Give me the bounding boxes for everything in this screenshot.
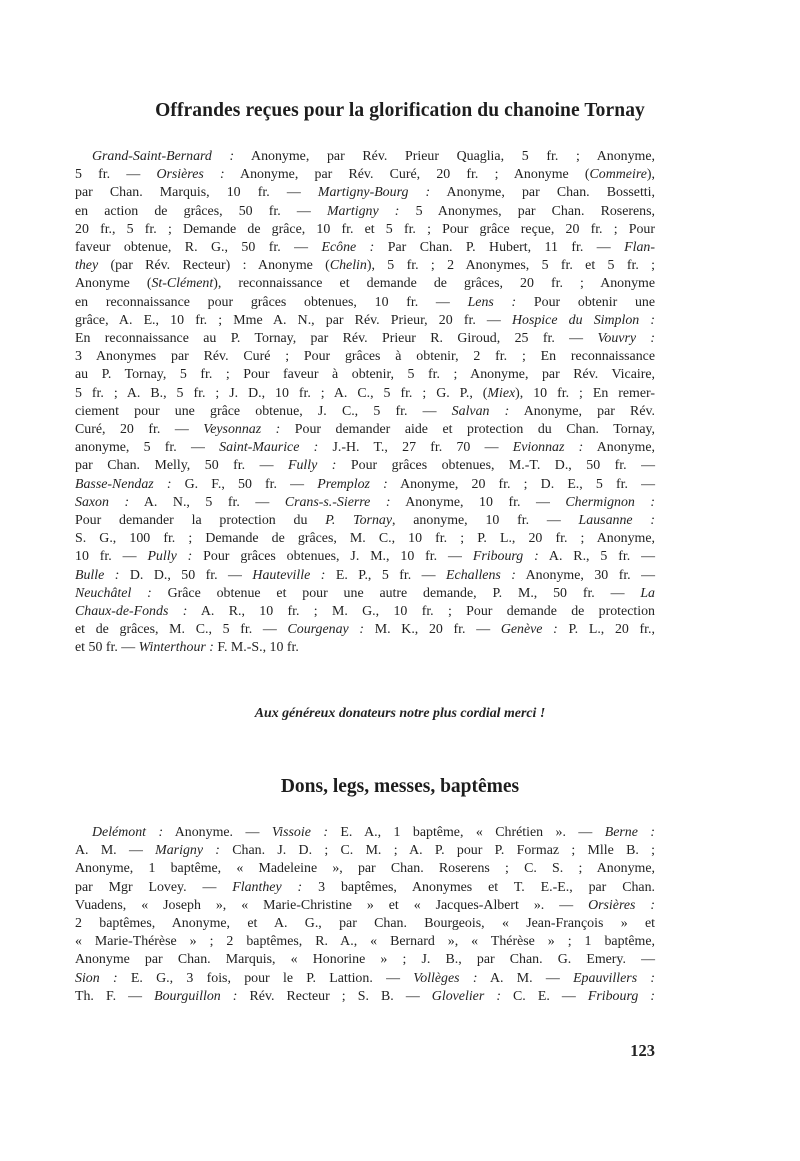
text-line [75,257,655,275]
place-name: Martigny : [326,203,400,219]
place-name: Epauvillers : [573,970,656,986]
text-run: ciement pour une grâce obtenue, J. C., 5 fr. — [75,403,452,419]
text-run: M. K., 20 fr. — [364,622,501,638]
text-run: au P. Tornay, 5 fr. ; Pour faveur à obtenir, 5 fr. ; Anonyme, par Rév. Vicaire, [75,367,655,383]
place-name: Grand-Saint-Bernard : [92,149,235,164]
place-name: Saxon : [75,494,130,510]
place-name: Orsières : [588,897,655,913]
page-number: 123 [630,1041,655,1060]
text-line [75,860,655,878]
text-run: Pour demander aide et protection du Chan. Tornay, [280,422,656,438]
place-name: Flanthey : [232,879,303,895]
offrandes-paragraph [75,148,655,658]
text-run: F. M.-S., 10 fr. [213,640,299,656]
text-run: C. E. — [500,988,588,1004]
place-name: Echallens : [446,567,516,583]
text-line [75,239,655,257]
text-line [75,312,655,330]
text-run: Pour grâces obtenues, M.-T. D., 50 fr. — [336,458,655,474]
text-run: Anonyme, 20 fr. ; D. E., 5 fr. — [387,476,656,492]
place-name: Courgenay : [287,622,365,638]
text-line [75,166,655,184]
text-run: A. N., 5 fr. — [129,494,285,510]
text-run: faveur obtenue, R. G., 50 fr. — [75,240,322,256]
text-run: anonyme, 5 fr. — [75,440,220,456]
text-run: 10 fr. — [75,549,148,565]
text-line [75,221,655,239]
text-line [75,897,655,915]
text-run: par Chan. Marquis, 10 fr. — [75,185,318,201]
text-line [75,348,655,366]
place-name: Vissoie : [271,825,328,840]
text-run: Th. F. — [75,988,155,1004]
text-line [75,421,655,439]
place-name: Chaux-de-Fonds : [75,604,188,620]
place-name: Neuchâtel : [75,585,152,601]
text-run: Pour grâces obtenues, J. M., 10 fr. — [192,549,473,565]
place-name: Lens : [467,294,517,310]
text-run: Rév. Recteur ; S. B. — [237,988,432,1004]
place-name: St-Clément [151,276,214,292]
text-run: 5 fr. ; A. B., 5 fr. ; J. D., 10 fr. ; A. C., 5 fr. ; G. P., ( [75,385,488,401]
text-run: Anonyme, par Chan. Bossetti, [430,185,655,201]
text-line [75,439,655,457]
place-name: Genève : [500,622,558,638]
text-run: E. P., 5 fr. — [325,567,447,583]
text-run: (par Rév. Recteur) : Anonyme ( [98,258,330,274]
text-run: Par Chan. P. Hubert, 11 fr. — [374,240,625,256]
text-run: G. F., 50 fr. — [171,476,318,492]
place-name: P. Tornay [325,513,392,529]
text-line [75,476,655,494]
text-run: 3 Anonymes par Rév. Curé ; Pour grâces à obtenir, 2 fr. ; En reconnaissance [75,349,655,365]
place-name: they [75,258,99,274]
text-run: Chan. J. D. ; C. M. ; A. P. pour P. Formaz ; Mlle B. ; [219,843,656,859]
place-name: Lausanne : [578,513,655,529]
text-run: 20 fr., 5 fr. ; Demande de grâce, 10 fr. et 5 fr. ; Pour grâce reçue, 20 fr. ; Pour [75,221,655,237]
place-name: Crans-s.-Sierre : [284,494,391,510]
place-name: Berne : [604,825,655,840]
place-name: Veysonnaz : [203,422,281,438]
text-run: E. G., 3 fois, pour le P. Lattion. — [117,970,414,986]
text-line [75,842,655,860]
text-run: ), 10 fr. ; En remer- [515,385,655,401]
place-name: Martigny-Bourg : [317,185,431,201]
text-line [75,548,655,566]
place-name: Winterthour : [138,640,214,656]
text-line [75,366,655,384]
place-name: Chermignon : [565,494,656,510]
text-run: Anonyme, 1 baptême, « Madeleine », par Chan. Roserens ; C. S. ; Anonyme, [75,861,655,877]
place-name: Chelin [329,258,367,274]
text-line [75,585,655,603]
place-name: Basse-Nendaz : [75,476,172,492]
text-line [75,184,655,202]
text-line [75,275,655,293]
text-line [75,457,655,475]
text-run: A. R., 10 fr. ; M. G., 10 fr. ; Pour demande de protection [187,604,655,620]
place-name: Vouvry : [597,331,656,347]
text-line [75,494,655,512]
place-name: Evionnaz : [512,440,584,456]
place-name: Ecône : [321,240,375,256]
text-line [75,512,655,530]
text-run: et de grâces, M. C., 5 fr. — [75,622,288,638]
text-run: A. M. — [75,843,156,859]
text-run: en action de grâces, 50 fr. — [75,203,327,219]
text-run: A. M. — [477,970,574,986]
text-run: Anonyme ( [75,276,152,292]
text-run: P. L., 20 fr., [557,622,655,638]
text-run: S. G., 100 fr. ; Demande de grâces, M. C., 10 fr. ; P. L., 20 fr. ; Anonyme, [75,531,655,547]
text-run: « Marie-Thérèse » ; 2 baptêmes, R. A., « Bernard », « Thérèse » ; 1 baptême, [75,934,655,950]
text-run: 2 baptêmes, Anonyme, et A. G., par Chan. Bourgeois, « Jean-François » et [75,916,655,932]
text-line [75,330,655,348]
place-name: Bourguillon : [154,988,238,1004]
text-run: ), 5 fr. ; 2 Anonymes, 5 fr. et 5 fr. ; [366,258,655,274]
text-line [75,403,655,421]
text-line [75,639,655,657]
place-name: Fribourg : [472,549,539,565]
text-run: , anonyme, 10 fr. — [392,513,579,529]
text-run: E. A., 1 baptême, « Chrétien ». — [327,825,605,840]
text-run: A. R., 5 fr. — [538,549,655,565]
place-name: Sion : [75,970,118,986]
place-name: La [640,585,655,601]
place-name: Pully : [147,549,193,565]
text-run: Grâce obtenue et pour une autre demande, P. M., 50 fr. — [151,585,641,601]
text-line [75,970,655,988]
text-line [75,824,655,842]
text-line [75,203,655,221]
dons-paragraph [75,824,655,1006]
section-title-dons: Dons, legs, messes, baptêmes [280,776,520,797]
text-run: D. D., 50 fr. — [119,567,253,583]
text-line [75,951,655,969]
text-line [75,988,655,1006]
place-name: Bulle : [75,567,120,583]
text-run: Anonyme, [583,440,655,456]
section-title-offrandes: Offrandes reçues pour la glorification du chanoine Tornay [155,100,645,121]
text-line [75,915,655,933]
text-line [75,530,655,548]
text-run: grâce, A. E., 10 fr. ; Mme A. N., par Rév. Prieur, 20 fr. — [75,312,512,328]
text-run: Pour demander la protection du [75,513,326,529]
thanks-line: Aux généreux donateurs notre plus cordial merci ! [254,706,546,721]
text-run: Anonyme, par Rév. Curé, 20 fr. ; Anonyme ( [224,167,590,183]
text-run: par Mgr Lovey. — [75,879,233,895]
place-name: Orsières : [156,167,225,183]
text-run: Vuadens, « Joseph », « Marie-Christine » et « Jacques-Albert ». — [75,897,589,913]
place-name: Saint-Maurice : [219,440,319,456]
text-run: 5 fr. — [75,167,157,183]
place-name: Vollèges : [413,970,478,986]
text-run: 5 Anonymes, par Chan. Roserens, [399,203,655,219]
place-name: Fully : [287,458,337,474]
text-line [75,879,655,897]
place-name: Hospice du Simplon : [511,312,655,328]
text-run: Anonyme par Chan. Marquis, « Honorine » ; J. B., par Chan. G. Emery. — [75,952,655,968]
place-name: Fribourg : [587,988,655,1004]
text-line [75,621,655,639]
text-run: Pour obtenir une [516,294,656,310]
text-line [75,385,655,403]
place-name: Hauteville : [252,567,326,583]
place-name: Premploz : [317,476,388,492]
text-line [75,603,655,621]
text-run: Curé, 20 fr. — [75,422,204,438]
place-name: Commeire [589,167,647,183]
text-run: Anonyme, par Rév. Prieur Quaglia, 5 fr. ; Anonyme, [234,149,655,164]
text-run: Anonyme. — [163,825,272,840]
text-line [75,294,655,312]
place-name: Flan- [624,240,655,256]
place-name: Marigny : [155,843,220,859]
text-run: ), [646,167,655,183]
text-run: Anonyme, 30 fr. — [515,567,656,583]
text-line [75,148,655,166]
text-run: et 50 fr. — [75,640,139,656]
text-run: 3 baptêmes, Anonymes et T. E.-E., par Chan. [302,879,656,895]
text-run: En reconnaissance au P. Tornay, par Rév. Prieur R. Giroud, 25 fr. — [75,331,598,347]
text-run: par Chan. Melly, 50 fr. — [75,458,288,474]
place-name: Glovelier : [431,988,501,1004]
text-run: ), reconnaissance et demande de grâces, 20 fr. ; Anonyme [213,276,655,292]
text-run: en reconnaissance pour grâces obtenues, 10 fr. — [75,294,468,310]
text-line [75,933,655,951]
place-name: Miex [487,385,516,401]
place-name: Salvan : [451,403,510,419]
text-line [75,567,655,585]
text-run: J.-H. T., 27 fr. 70 — [318,440,513,456]
text-run: Anonyme, par Rév. [509,403,656,419]
place-name: Delémont : [92,825,164,840]
text-run: Anonyme, 10 fr. — [390,494,566,510]
